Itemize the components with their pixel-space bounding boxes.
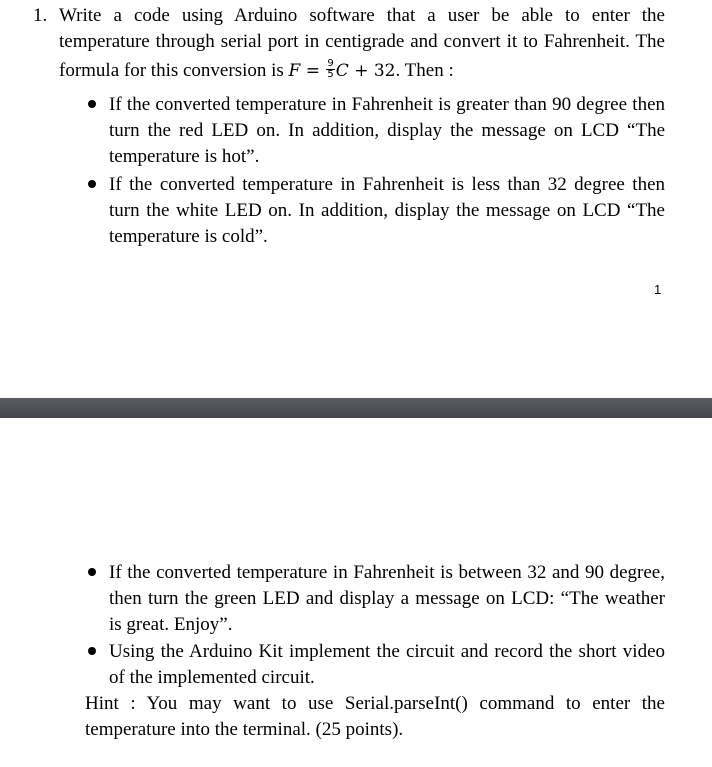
hint-line-2: temperature into the terminal. (25 points). [85, 719, 404, 740]
bullet-2-line-3: temperature is cold”. [109, 226, 268, 247]
bullet-2-line-1: If the converted temperature in Fahrenheit is less than 32 degree then [109, 174, 665, 195]
bullet-3-line-1: If the converted temperature in Fahrenheit is between 32 and 90 degree, [109, 562, 665, 583]
bullet-1-line-2: turn the red LED on. In addition, display the message on LCD “The [109, 120, 665, 141]
bullet-3-line-2: then turn the green LED and display a message on LCD: “The weather [109, 588, 665, 609]
formula-intro: formula for this conversion is [59, 60, 284, 81]
bullet-3-line-3: is great. Enjoy”. [109, 614, 233, 635]
bullet-1-line-1: If the converted temperature in Fahrenheit is greater than 90 degree then [109, 94, 665, 115]
bullet-icon [88, 647, 96, 655]
bullet-4-line-1: Using the Arduino Kit implement the circuit and record the short video [109, 641, 665, 662]
question-text-line-2: temperature through serial port in centigrade and convert it to Fahrenheit. The [59, 31, 665, 52]
formula-outro: Then : [404, 60, 454, 81]
question-text-line-3: formula for this conversion is F = $\frac{9}{5}$ C + 32. Then : [59, 58, 454, 81]
document-page-2 [0, 418, 712, 767]
bullet-1-line-3: temperature is hot”. [109, 146, 260, 167]
question-text-line-1: Write a code using Arduino software that a user be able to enter the [59, 5, 665, 26]
conversion-formula: F = $\frac{9}{5}$ C + 32 [288, 58, 396, 81]
bullet-icon [88, 568, 96, 576]
hint-line-1: Hint : You may want to use Serial.parseInt() command to enter the [85, 693, 665, 714]
bullet-4-line-2: of the implemented circuit. [109, 667, 315, 688]
bullet-icon [88, 180, 96, 188]
question-number: 1. [33, 5, 48, 26]
formula-fraction: $\frac{9}{5}$ [327, 58, 334, 81]
page-separator [0, 398, 712, 418]
bullet-icon [88, 100, 96, 108]
page-number: 1 [654, 282, 662, 297]
bullet-2-line-2: turn the white LED on. In addition, display the message on LCD “The [109, 200, 665, 221]
